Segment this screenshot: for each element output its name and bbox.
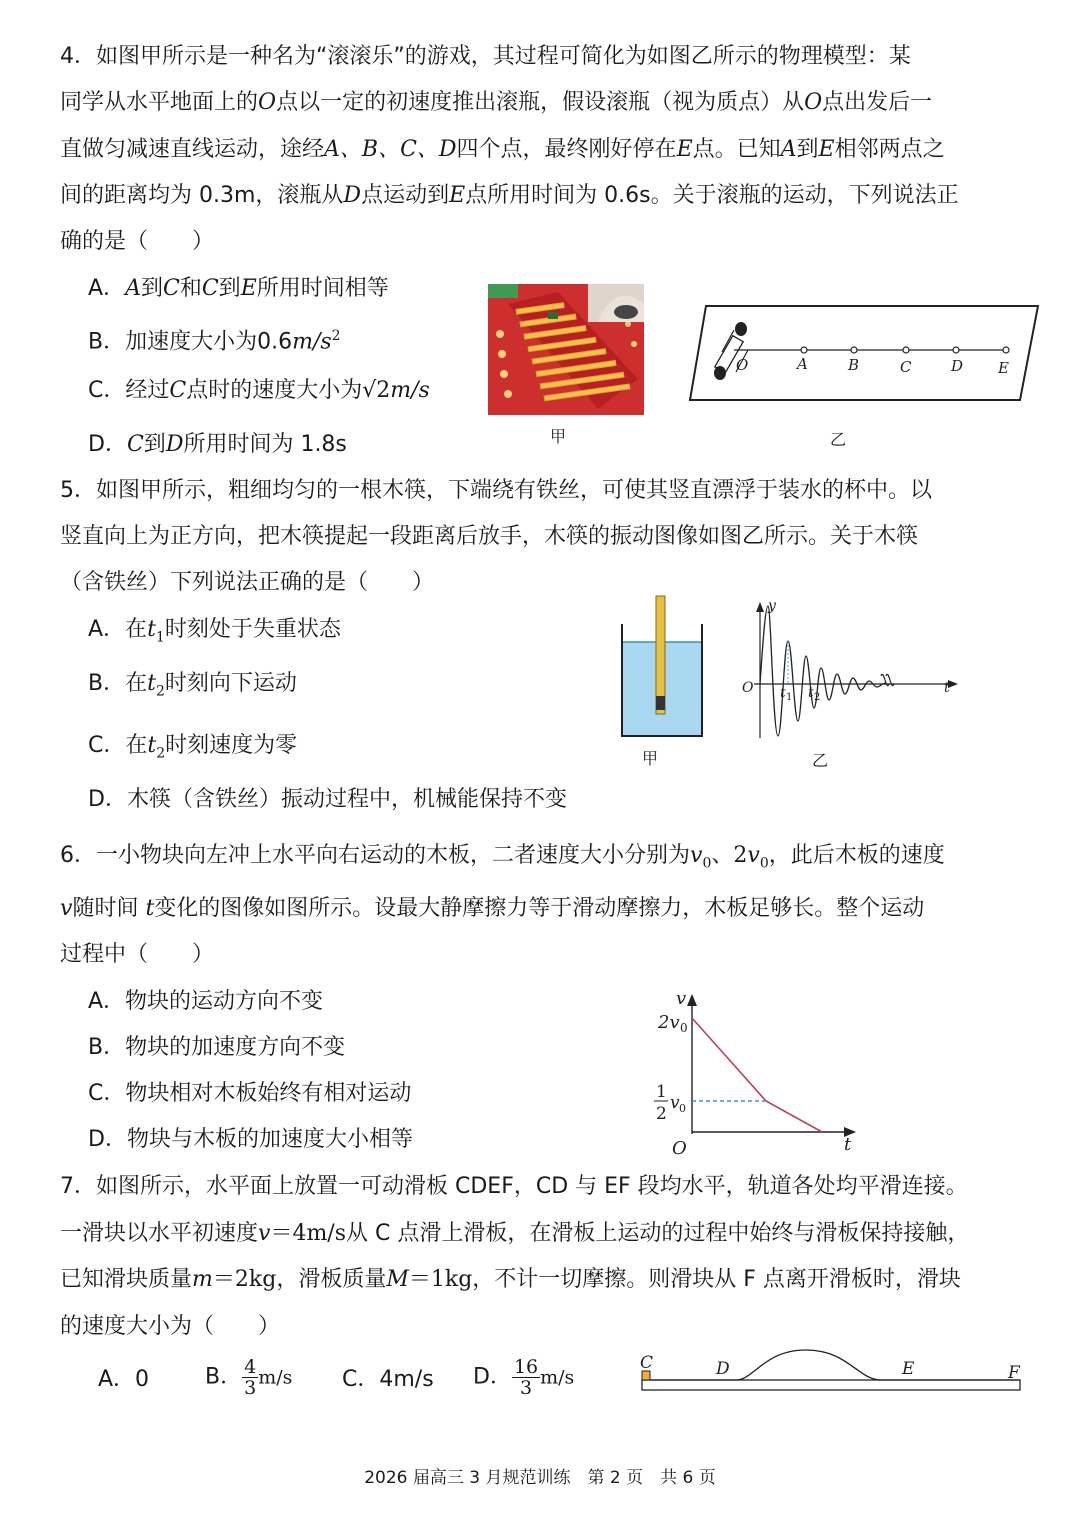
q7-stem-line4: 的速度大小为（ ） [60, 1314, 281, 1339]
q6-axis-t: t [844, 1134, 852, 1155]
q4-label-D: D [951, 357, 964, 375]
q7-option-d[interactable]: D． $\frac{16}{3}$ m/s [473, 1356, 575, 1399]
q6-axis-v: v [676, 988, 687, 1009]
q4-option-d[interactable]: D．C到D所用时间为 1.8s [88, 432, 347, 457]
q5-label-t2-sub: 2 [814, 692, 821, 703]
page-footer: 2026 届高三 3 月规范训练 第 2 页 共 6 页 [364, 1468, 716, 1488]
q4-label-B: B [848, 356, 860, 374]
q6-stem-line2: v随时间 t变化的图像如图所示。设最大静摩擦力等于滑动摩擦力，木板足够长。整个运动 [60, 896, 925, 921]
q5-origin: O [742, 680, 754, 696]
q5-axis-y: y [768, 598, 776, 614]
q6-label-half-v: v [670, 1093, 680, 1113]
q5-option-c[interactable]: C．在$t_2$时刻速度为零 [88, 733, 298, 762]
q5-label-t1-sub: 1 [786, 692, 793, 703]
q4-option-b[interactable]: B．加速度大小为$0.6m/s^2$ [88, 328, 341, 355]
q4-label-C: C [900, 358, 912, 376]
q5-label-t2: t [808, 685, 814, 701]
q7-option-c[interactable]: C．4m/s [342, 1367, 434, 1392]
q7-label-C: C [640, 1353, 654, 1373]
q6-option-d[interactable]: D．物块与木板的加速度大小相等 [88, 1127, 413, 1152]
q5-stem-line3: （含铁丝）下列说法正确的是（ ） [60, 570, 435, 595]
q5-figure-yi-caption: 乙 [812, 751, 829, 770]
q5-label-t1: t [780, 685, 786, 701]
q7-label-E: E [902, 1359, 915, 1379]
q7-label-D: D [716, 1359, 730, 1379]
q6-stem-line1: 6．一小物块向左冲上水平向右运动的木板，二者速度大小分别为$v_0$、$2v_0$，此后木板的速度 [60, 843, 945, 872]
q5-oscillation-graph [738, 596, 960, 742]
q4-stem-line5: 确的是（ ） [60, 229, 215, 254]
q7-stem-line2: 一滑块以水平初速度v＝4m/s从 C 点滑上滑板，在滑板上运动的过程中始终与滑板保持接触， [60, 1221, 970, 1246]
q4-figure-yi-caption: 乙 [830, 430, 847, 449]
q6-label-2v0-sub: 0 [680, 1021, 688, 1035]
q5-option-b[interactable]: B．在$t_2$时刻向下运动 [88, 671, 297, 700]
q5-figure-jia-caption: 甲 [642, 749, 659, 768]
q6-option-b[interactable]: B．物块的加速度方向不变 [88, 1035, 346, 1060]
q5-cup-diagram [616, 592, 708, 744]
q4-label-A: A [797, 355, 808, 373]
q4-option-c[interactable]: C．经过C点时的速度大小为√2m/s [88, 378, 430, 403]
q5-option-a[interactable]: A．在$t_1$时刻处于失重状态 [88, 617, 341, 646]
q7-option-a[interactable]: A．0 [98, 1367, 150, 1392]
q4-stem-line4: 间的距离均为 0.3m，滚瓶从D点运动到E点所用时间为 0.6s。关于滚瓶的运动，下列说法正 [60, 183, 959, 208]
q5-axis-t: t [944, 680, 950, 696]
q5-stem-line2: 竖直向上为正方向，把木筷提起一段距离后放手，木筷的振动图像如图乙所示。关于木筷 [60, 524, 919, 549]
q4-label-E: E [998, 359, 1009, 377]
q4-stem-line3: 直做匀减速直线运动，途经A、B、C、D四个点，最终刚好停在E点。已知A到E相邻两点之 [60, 137, 945, 162]
q5-stem-line1: 5．如图甲所示，粗细均匀的一根木筷，下端绕有铁丝，可使其竖直漂浮于装水的杯中。以 [60, 478, 933, 503]
q6-label-half-num: 1 [656, 1082, 667, 1102]
q5-option-d[interactable]: D．木筷（含铁丝）振动过程中，机械能保持不变 [88, 787, 567, 812]
q7-stem-line3: 已知滑块质量m＝2kg，滑板质量M＝1kg，不计一切摩擦。则滑块从 F 点离开滑板时，滑块 [60, 1267, 961, 1292]
q7-option-b[interactable]: B． $\frac{4}{3}$ m/s [205, 1356, 293, 1399]
q4-model-diagram [686, 300, 1042, 408]
q4-photo-game-mat [488, 284, 644, 415]
q4-figure-jia-caption: 甲 [550, 427, 567, 446]
q6-origin: O [672, 1138, 687, 1158]
q7-slide-board-diagram [636, 1340, 1028, 1396]
q4-option-a[interactable]: A．A到C和C到E所用时间相等 [88, 276, 389, 301]
q6-stem-line3: 过程中（ ） [60, 942, 215, 967]
q7-stem-line1: 7．如图所示，水平面上放置一可动滑板 CDEF，CD 与 EF 段均水平，轨道各处均平滑连接。 [60, 1174, 968, 1199]
q6-option-c[interactable]: C．物块相对木板始终有相对运动 [88, 1081, 412, 1106]
q6-option-a[interactable]: A．物块的运动方向不变 [88, 989, 324, 1014]
q6-vt-graph [650, 988, 866, 1158]
q6-label-half-den: 2 [656, 1104, 667, 1124]
q4-stem-line1: 4．如图甲所示是一种名为“滚滚乐”的游戏，其过程可简化为如图乙所示的物理模型：某 [60, 44, 911, 69]
q4-stem-line2: 同学从水平地面上的O点以一定的初速度推出滚瓶，假设滚瓶（视为质点）从O点出发后一 [60, 90, 933, 115]
q7-label-F: F [1008, 1363, 1020, 1383]
q6-label-half-sub: 0 [679, 1102, 686, 1115]
q6-label-2v0: 2v [658, 1012, 680, 1033]
q4-label-O: O [736, 356, 749, 374]
